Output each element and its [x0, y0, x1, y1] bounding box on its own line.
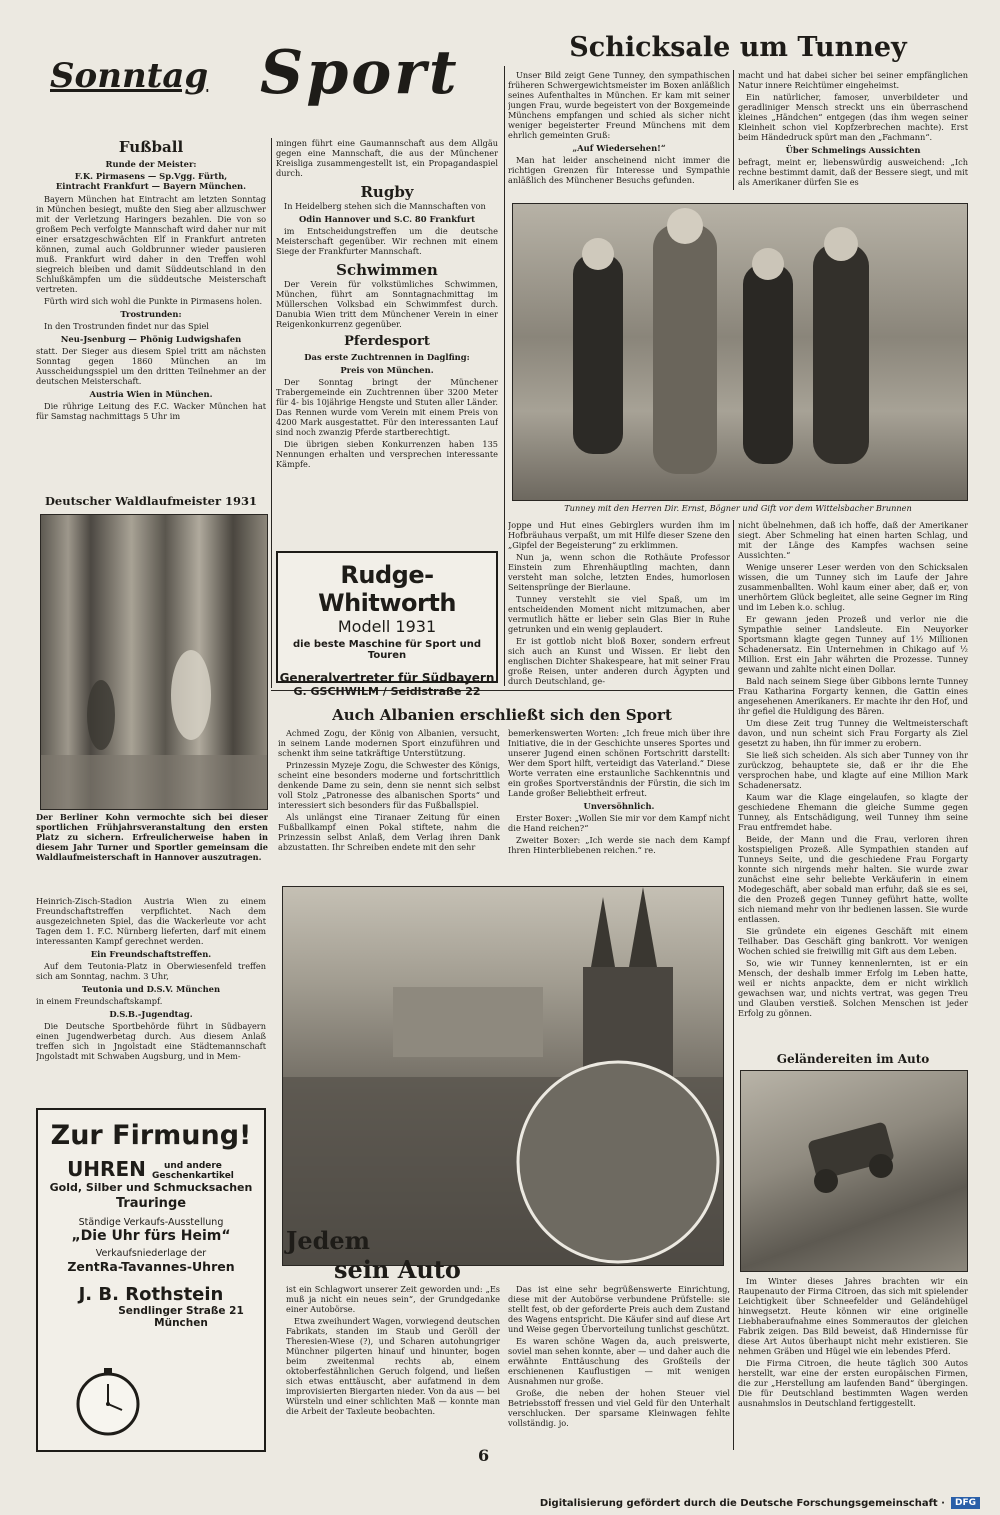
paragraph: Es waren schöne Wagen da, auch preiswerte, soviel man sehen konnte, aber — und daher auch die erwähnte Enttäuschung des Großteils der erschienenen Kauflustigen — mit wenigen Ausnahmen nur große. [508, 1336, 730, 1386]
paragraph: Fürth wird sich wohl die Punkte in Pirmasens holen. [44, 296, 263, 307]
paragraph: nicht übelnehmen, daß ich hoffe, daß der Amerikaner siegt. Aber Schmeling hat einen harten Schlag, und mit der Länge des Kampfes wachsen seine Aussichten.“ [738, 520, 968, 560]
firmung-advertisement [36, 1108, 266, 1452]
subheading: Preis von München. [340, 365, 434, 376]
paragraph: Joppe und Hut eines Gebirglers wurden ihm im Hofbräuhaus verpaßt, um mit Hilfe dieser Szene den „Gipfel der Begeisterung“ zu erklimmen. [508, 520, 730, 550]
paragraph: Als unlängst eine Tiranaer Zeitung für einen Fußballkampf einen Pokal stiftete, nahm die Prinzessin selbst Anlaß, dem Verlag ihren Dank abzustatten. Ihr Schreiben endete mit den sehr [278, 812, 500, 852]
match-line: F.K. Pirmasens — Sp.Vgg. Fürth, [74, 171, 228, 182]
ad-line: ZentRa-Tavannes-Uhren [67, 1259, 235, 1275]
paragraph: In Heidelberg stehen sich die Mannschaften von [284, 201, 486, 211]
waldlauf-caption [36, 812, 268, 890]
paragraph: im Entscheidungstreffen um die deutsche Meisterschaft gegenüber. Wir rechnen mit einem Siege der Frankfurter Mannschaft. [276, 226, 498, 257]
paragraph: befragt, meint er, liebenswürdig ausweichend: „Ich rechne bestimmt damit, daß der Bessere siegt, und mit als Amerikaner dürfen Sie es [738, 157, 968, 188]
paragraph: Man hat leider anscheinend nicht immer die richtigen Grenzen für Interesse und Sympathie anläßlich des Münchener Besuchs gefunden. [508, 155, 730, 186]
match-line: Eintracht Frankfurt — Bayern München. [55, 181, 247, 192]
match-line: Odin Hannover und S.C. 80 Frankfurt [298, 214, 475, 224]
paragraph: Auf dem Teutonia-Platz in Oberwiesenfeld treffen sich am Sonntag, nachm. 3 Uhr, [36, 961, 266, 982]
paragraph: Bayern München hat Eintracht am letzten Sonntag in München besiegt, mußte den Sieg aber allzuschwer mit der Verletzung Haringers bezahlen. Die von so großem Pech verfolgte Mannschaft wird daher nur mit einer ersatzgeschwächten Elf in Frankfurt antreten können, zumal auch Goldbrunner wieder pausieren muß. Frankfurt wird daher in den Treffen wohl siegreich bleiben und damit Süddeutschland in den Schlußkämpfen um die süddeutsche Meisterschaft vertreten. [36, 194, 266, 295]
masthead-sonntag: Sonntag [50, 56, 209, 96]
paragraph: Die Deutsche Sportbehörde führt in Südbayern einen Jugendwerbetag durch. Aus diesem Anlaß treffen sich in Jngolstadt eine Städtemannschaft Jngolstadt mit Schwaben Augsburg, und in Mem- [36, 1021, 266, 1062]
subheading: Austria Wien in München. [89, 389, 213, 400]
paragraph: Er ist gottlob nicht bloß Boxer, sondern erfreut sich auch an Kunst und Wissen. Er liebt den englischen Dichter Shakespeare, hat mit seiner Frau große Reisen, unter anderen durch Ägypten und durch Deutschland, ge- [508, 636, 730, 686]
column-rule [733, 520, 734, 1450]
ad-line: Gold, Silber und Schmucksachen [49, 1181, 253, 1195]
tunney-body-left [508, 520, 730, 686]
ad-brand: Rudge-Whitworth [318, 561, 456, 617]
ad-slogan: die beste Maschine für Sport und Touren [293, 639, 481, 661]
masthead-sport: Sport [260, 38, 460, 108]
autoboerse-photo [282, 886, 724, 1266]
ad-uhren-sub: und andere Geschenkartikel [151, 1160, 234, 1181]
ad-line [38, 1157, 264, 1181]
paragraph: statt. Der Sieger aus diesem Spiel tritt am nächsten Sonntag gegen 1860 München an im Ausscheidungsspiel um den dritten Teilnehmer an der deutschen Meisterschaft. [36, 346, 266, 387]
auto-heading [286, 1226, 466, 1284]
gelaende-photo [740, 1070, 968, 1272]
paragraph: in einem Freundschaftskampf. [36, 996, 163, 1007]
gelaende-text [738, 1276, 968, 1444]
subheading: Das erste Zuchtrennen in Daglfing: [304, 352, 470, 363]
auto-heading-line2: sein Auto [334, 1255, 461, 1284]
subheading: „Auf Wiedersehen!“ [572, 143, 666, 153]
albania-right [508, 728, 730, 874]
ad-line: „Die Uhr fürs Heim“ [71, 1228, 231, 1245]
auto-right [508, 1284, 730, 1444]
swimming-heading: Schwimmen [336, 261, 438, 280]
paragraph: Im Winter dieses Jahres brachten wir ein Raupenauto der Firma Citroen, das sich mit spielender Leichtigkeit über Schneefelder und Geländehügel hinwegsetzt. Heute können wir eine originelle Liebhaberaufnahme eines Sommerautos der gleichen Fabrik zeigen. Das Bild beweist, daß Hindernisse für diese Art Autos überhaupt nicht mehr existieren. Sie nehmen Gräben und Hügel wie ein lebendes Pferd. [738, 1276, 968, 1356]
paragraph: So, wie wir Tunney kennenlernten, ist er ein Mensch, der deshalb immer Erfolg im Leben hatte, weil er nichts anpackte, dem er nicht wirklich gewachsen war, und nichts vertrat, was gegen Treu und Glauben verstieß. Solchen Menschen ist jeder Erfolg zu gönnen. [738, 958, 968, 1018]
waldlauf-photo [40, 514, 268, 810]
paragraph: Sie gründete ein eigenes Geschäft mit einem Teilhaber. Das Geschäft ging bankrott. Vor wenigen Wochen schied sie freiwillig mit Gift aus dem Leben. [738, 926, 968, 956]
paragraph: Ein natürlicher, famoser, unverbildeter und geradliniger Mensch streckt uns ein überraschend kleines „Händchen“ entgegen (das ihm wegen seiner Kleinheit schon viel Kopfzerbrechen machte). Erst beim Händedruck spürt man den „Fachmann“. [738, 92, 968, 142]
albania-left [278, 728, 500, 874]
football-heading: Fußball [118, 138, 184, 156]
col1-continued [36, 896, 266, 1074]
col1-football [36, 138, 266, 490]
ad-model: Modell 1931 [337, 617, 437, 636]
paragraph: Die rührige Leitung des F.C. Wacker München hat für Samstag nachmittags 5 Uhr im [36, 401, 266, 422]
paragraph: Die übrigen sieben Konkurrenzen haben 135 Nennungen erhalten und versprechen interessante Kämpfe. [276, 439, 498, 470]
paragraph: mingen führt eine Gaumannschaft aus dem Allgäu gegen eine Mannschaft, die aus der Münchener Kreisliga zusammengestellt ist, ein Propagandaspiel durch. [276, 138, 498, 178]
tunney-intro-left [508, 70, 730, 200]
paragraph: Große, die neben der hohen Steuer viel Betriebsstoff fressen und viel Geld für den Unterhalt verschlucken. Der sparsame Kleinwagen fehlte vollständig. jo. [508, 1388, 730, 1428]
ad-line: Trauringe [115, 1196, 187, 1212]
subheading: Trostrunden: [120, 309, 182, 320]
column-rule [271, 138, 272, 688]
paragraph: bemerkenswerten Worten: „Ich freue mich über ihre Initiative, die in der Geschichte unseres Sportes und unserer Jugend einen schönen Fortschritt darstellt: Wer dem Sport hilft, verteidigt das Vaterland.“ Diese Worte verraten eine erstaunliche Sachkenntnis und ein großes Sportverständnis der Fürstin, die sich im Lande großer Beliebtheit erfreut. [508, 728, 730, 798]
tunney-photo-caption: Tunney mit den Herren Dir. Ernst, Bögner und Gift vor dem Wittelsbacher Brunnen [564, 503, 912, 513]
col2-sports [276, 138, 498, 548]
ad-representative: Generalvertreter für Südbayern [279, 671, 495, 685]
city-and-cars-illustration [283, 887, 723, 1265]
ad-uhren: UHREN [67, 1157, 146, 1181]
rudge-advertisement [276, 551, 498, 698]
column-rule [504, 66, 505, 686]
ad-line: Verkaufsniederlage der [95, 1248, 207, 1260]
auto-heading-line1: Jedem [286, 1226, 371, 1255]
paragraph: Sie ließ sich scheiden. Als sich aber Tunney von ihr zurückzog, behauptete sie, daß er ihr die Ehe versprochen habe, und klagte auf eine Million Mark Schadenersatz. [738, 750, 968, 790]
paragraph: Etwa zweihundert Wagen, vorwiegend deutschen Fabrikats, standen im Staub und Geröll der Theresien-Wiese (?), und Scharen autohungriger Münchner pilgerten hinauf und hinunter, bogen beim zweitenmal rechts ab, einem oktoberfestähnlichen Geruch folgend, und ließen sich etwas enttäuscht, aber aufatmend in dem improvisierten Biergarten nieder. Von da aus — bei Würsteln und einer schlichten Maß — konnte man die Arbeit der Taxleute beobachten. [286, 1316, 500, 1416]
masthead [40, 38, 500, 108]
waldlauf-heading: Deutscher Waldlaufmeister 1931 [44, 494, 258, 508]
paragraph: Wenige unserer Leser werden von den Schicksalen wissen, die um Tunney sich im Laufe der Jahre zusammenballten. Wohl kaum einer aber, daß er, von unerhörtem Glück begleitet, alle seine Gegner im Ring und im Leben k.o. schlug. [738, 562, 968, 612]
match-line: Neu-Jsenburg — Phönig Ludwigshafen [60, 334, 242, 345]
dfg-logo: DFG [951, 1497, 980, 1509]
ad-city: München [154, 1317, 208, 1330]
subheading: D.S.B.-Jugendtag. [109, 1009, 193, 1020]
subheading: Über Schmelings Aussichten [785, 145, 921, 155]
paragraph: Bald nach seinem Siege über Gibbons lernte Tunney Frau Katharina Forgarty kennen, die Gattin eines angesehenen Amerikaners. Er machte ihr den Hof, und ihr gefiel die Huldigung des Bären. [738, 676, 968, 716]
paragraph: Er gewann jeden Prozeß und verlor nie die Sympathie seiner Landsleute. Ein Neuyorker Sportsmann klagte gegen Tunney auf 1½ Millionen Schadenersatz. Ein Unternehmen in Chikago auf ½ Million. Erst ein Jahr währten die Prozesse. Tunney gewann und zahlte nicht einen Dollar. [738, 614, 968, 674]
group-portrait [513, 204, 967, 500]
ad-address: G. GSCHWILM / Seidlstraße 22 [293, 685, 481, 698]
tunney-photo [512, 203, 968, 501]
subheading: Ein Freundschaftstreffen. [90, 949, 212, 959]
subheading: Unversöhnlich. [583, 801, 655, 811]
paragraph: ist ein Schlagwort unserer Zeit geworden und: „Es muß ja nicht ein neues sein“, der Grundgedanke einer Autobörse. [286, 1284, 500, 1314]
footer [540, 1497, 980, 1509]
paragraph: Prinzessin Myzeje Zogu, die Schwester des Königs, scheint eine besonders moderne und fortschrittlich denkende Dame zu sein, denn sie nennt sich selbst voll Stolz „Patronesse des albanischen Sports“ und interessiert sich besonders für das Fußballspiel. [278, 760, 500, 810]
paragraph: Das ist eine sehr begrüßenswerte Einrichtung, diese mit der Autobörse verbundene Prüfstelle: sie stellt fest, ob der geforderte Preis auch dem Zustand des Wagens entspricht. Die Käufer sind auf diese Art und Weise gegen Übervorteilung tunlichst geschützt. [508, 1284, 730, 1334]
paragraph: Der Verein für volkstümliches Schwimmen, München, führt am Sonntagnachmittag im Müllerschen Volksbad ein Schwimmfest durch. Danubia Wien tritt dem Münchener Verein in einer Reigenkonkurrenz gegenüber. [276, 279, 498, 330]
page-number: 6 [478, 1446, 490, 1465]
runner-figures [41, 515, 267, 809]
paragraph: Zweiter Boxer: „Ich werde sie nach dem Kampf Ihren Hinterbliebenen reichen.“ re. [508, 835, 730, 856]
paragraph: Unser Bild zeigt Gene Tunney, den sympathischen früheren Schwergewichtsmeister im Boxen anläßlich seines Aufenthaltes in München. Er kam mit seiner jungen Frau, wurde begeistert von der Boxgemeinde Münchens empfangen und schied als sicher nicht weniger begeisterter Freund Münchens mit dem ehrlich gemeinten Gruß: [508, 70, 730, 140]
tunney-heading: Schicksale um Tunney [569, 32, 907, 63]
ad-line: Ständige Verkaufs-Ausstellung [78, 1217, 224, 1229]
tunney-body-right [738, 520, 968, 1052]
ad-company-name: J. B. Rothstein [78, 1284, 224, 1306]
paragraph: Erster Boxer: „Wollen Sie mir vor dem Kampf nicht die Hand reichen?“ [508, 813, 730, 834]
albania-heading: Auch Albanien erschließt sich den Sport [332, 706, 672, 724]
footer-text: Digitalisierung gefördert durch die Deutsche Forschungsgemeinschaft · [539, 1497, 945, 1509]
paragraph: Die Firma Citroen, die heute täglich 300 Autos herstellt, war eine der ersten europäischen Firmen, die zur „Herstellung am laufenden Band“ übergingen. Die für Deutschland bestimmten Wagen werden ausnahmslos in Deutschland fertiggestellt. [738, 1358, 968, 1408]
gelaende-heading: Geländereiten im Auto [776, 1052, 930, 1066]
paragraph: In den Trostrunden findet nur das Spiel [44, 321, 209, 332]
ad-address: Sendlinger Straße 21 [118, 1305, 244, 1318]
pocket-watch-icon [58, 1364, 158, 1444]
match-line: Teutonia und D.S.V. München [81, 984, 221, 995]
paragraph: macht und hat dabei sicher bei seiner empfänglichen Natur innere Reichtümer eingeheimst. [738, 70, 968, 90]
paragraph: Um diese Zeit trug Tunney die Weltmeisterschaft davon, und nun scheint sich Frau Forgarty als Ziel gesetzt zu haben, ihn für immer zu erobern. [738, 718, 968, 748]
paragraph: Tunney verstehlt sie viel Spaß, um im entscheidenden Moment nicht mitzumachen, aber vermutlich hätte er lieber sein Glas Bier in Ruhe getrunken und ein wenig geplaudert. [508, 594, 730, 634]
ad-headline: Zur Firmung! [50, 1120, 252, 1151]
paragraph: Beide, der Mann und die Frau, verloren ihren kostspieligen Prozeß. Alle Sympathien standen auf Tunneys Seite, und die geschiedene Frau Forgarty konnte sich nirgends mehr halten. Sie wurde zwar zunächst eine sehr beliebte Verkäuferin in einem Modegeschäft, aber sobald man erfuhr, daß sie es sei, die den Prozeß gegen Tunney geführt hatte, wollte sich niemand mehr von ihr bedienen lassen. Sie wurde entlassen. [738, 834, 968, 924]
auto-left [286, 1284, 500, 1444]
subheading: Runde der Meister: [105, 159, 197, 169]
car-offroad-illustration [741, 1071, 967, 1271]
column-rule [733, 70, 734, 190]
photo-caption: Der Berliner Kohn vermochte sich bei dieser sportlichen Frühjahrsveranstaltung den ersten Platz zu sichern. Erfreulicherweise haben in diesem Jahr Turner und Sportler gemeinsam die Waldlaufmeisterschaft in Hannover auszutragen. [36, 812, 268, 862]
paragraph: Heinrich-Zisch-Stadion Austria Wien zu einem Freundschaftstreffen verpflichtet. Nach dem ausgezeichneten Spiel, das die Wackerleute vor acht Tagen dem 1. F.C. Nürnberg lieferten, darf mit einem interessanten Kampf gerechnet werden. [36, 896, 266, 946]
paragraph: Nun ja, wenn schon die Rothäute Professor Einstein zum Ehrenhäuptling machten, dann versteht man solche, letzten Endes, humorlosen Seitensprünge der Bierlaune. [508, 552, 730, 592]
tunney-intro-right [738, 70, 968, 200]
paragraph: Der Sonntag bringt der Münchener Trabergemeinde ein Zuchtrennen über 3200 Meter für 4- bis 10jährige Hengste und Stuten aller Länder. Das Rennen wurde vom Verein mit einem Preis von 4200 Mark ausgestattet. Für den interessanten Lauf sind noch zwanzig Pferde startberechtigt. [276, 377, 498, 438]
horse-heading: Pferdesport [344, 334, 430, 350]
rugby-heading: Rugby [360, 183, 414, 201]
paragraph: Achmed Zogu, der König von Albanien, versucht, in seinem Lande modernen Sport einzuführen und schenkt ihm seine tatkräftige Unterstützung. [278, 728, 500, 758]
paragraph: Kaum war die Klage eingelaufen, so klagte der geschiedene Ehemann die gleiche Summe gegen Tunney, als Entschädigung, weil Tunney ihm seine Frau entfremdet habe. [738, 792, 968, 832]
